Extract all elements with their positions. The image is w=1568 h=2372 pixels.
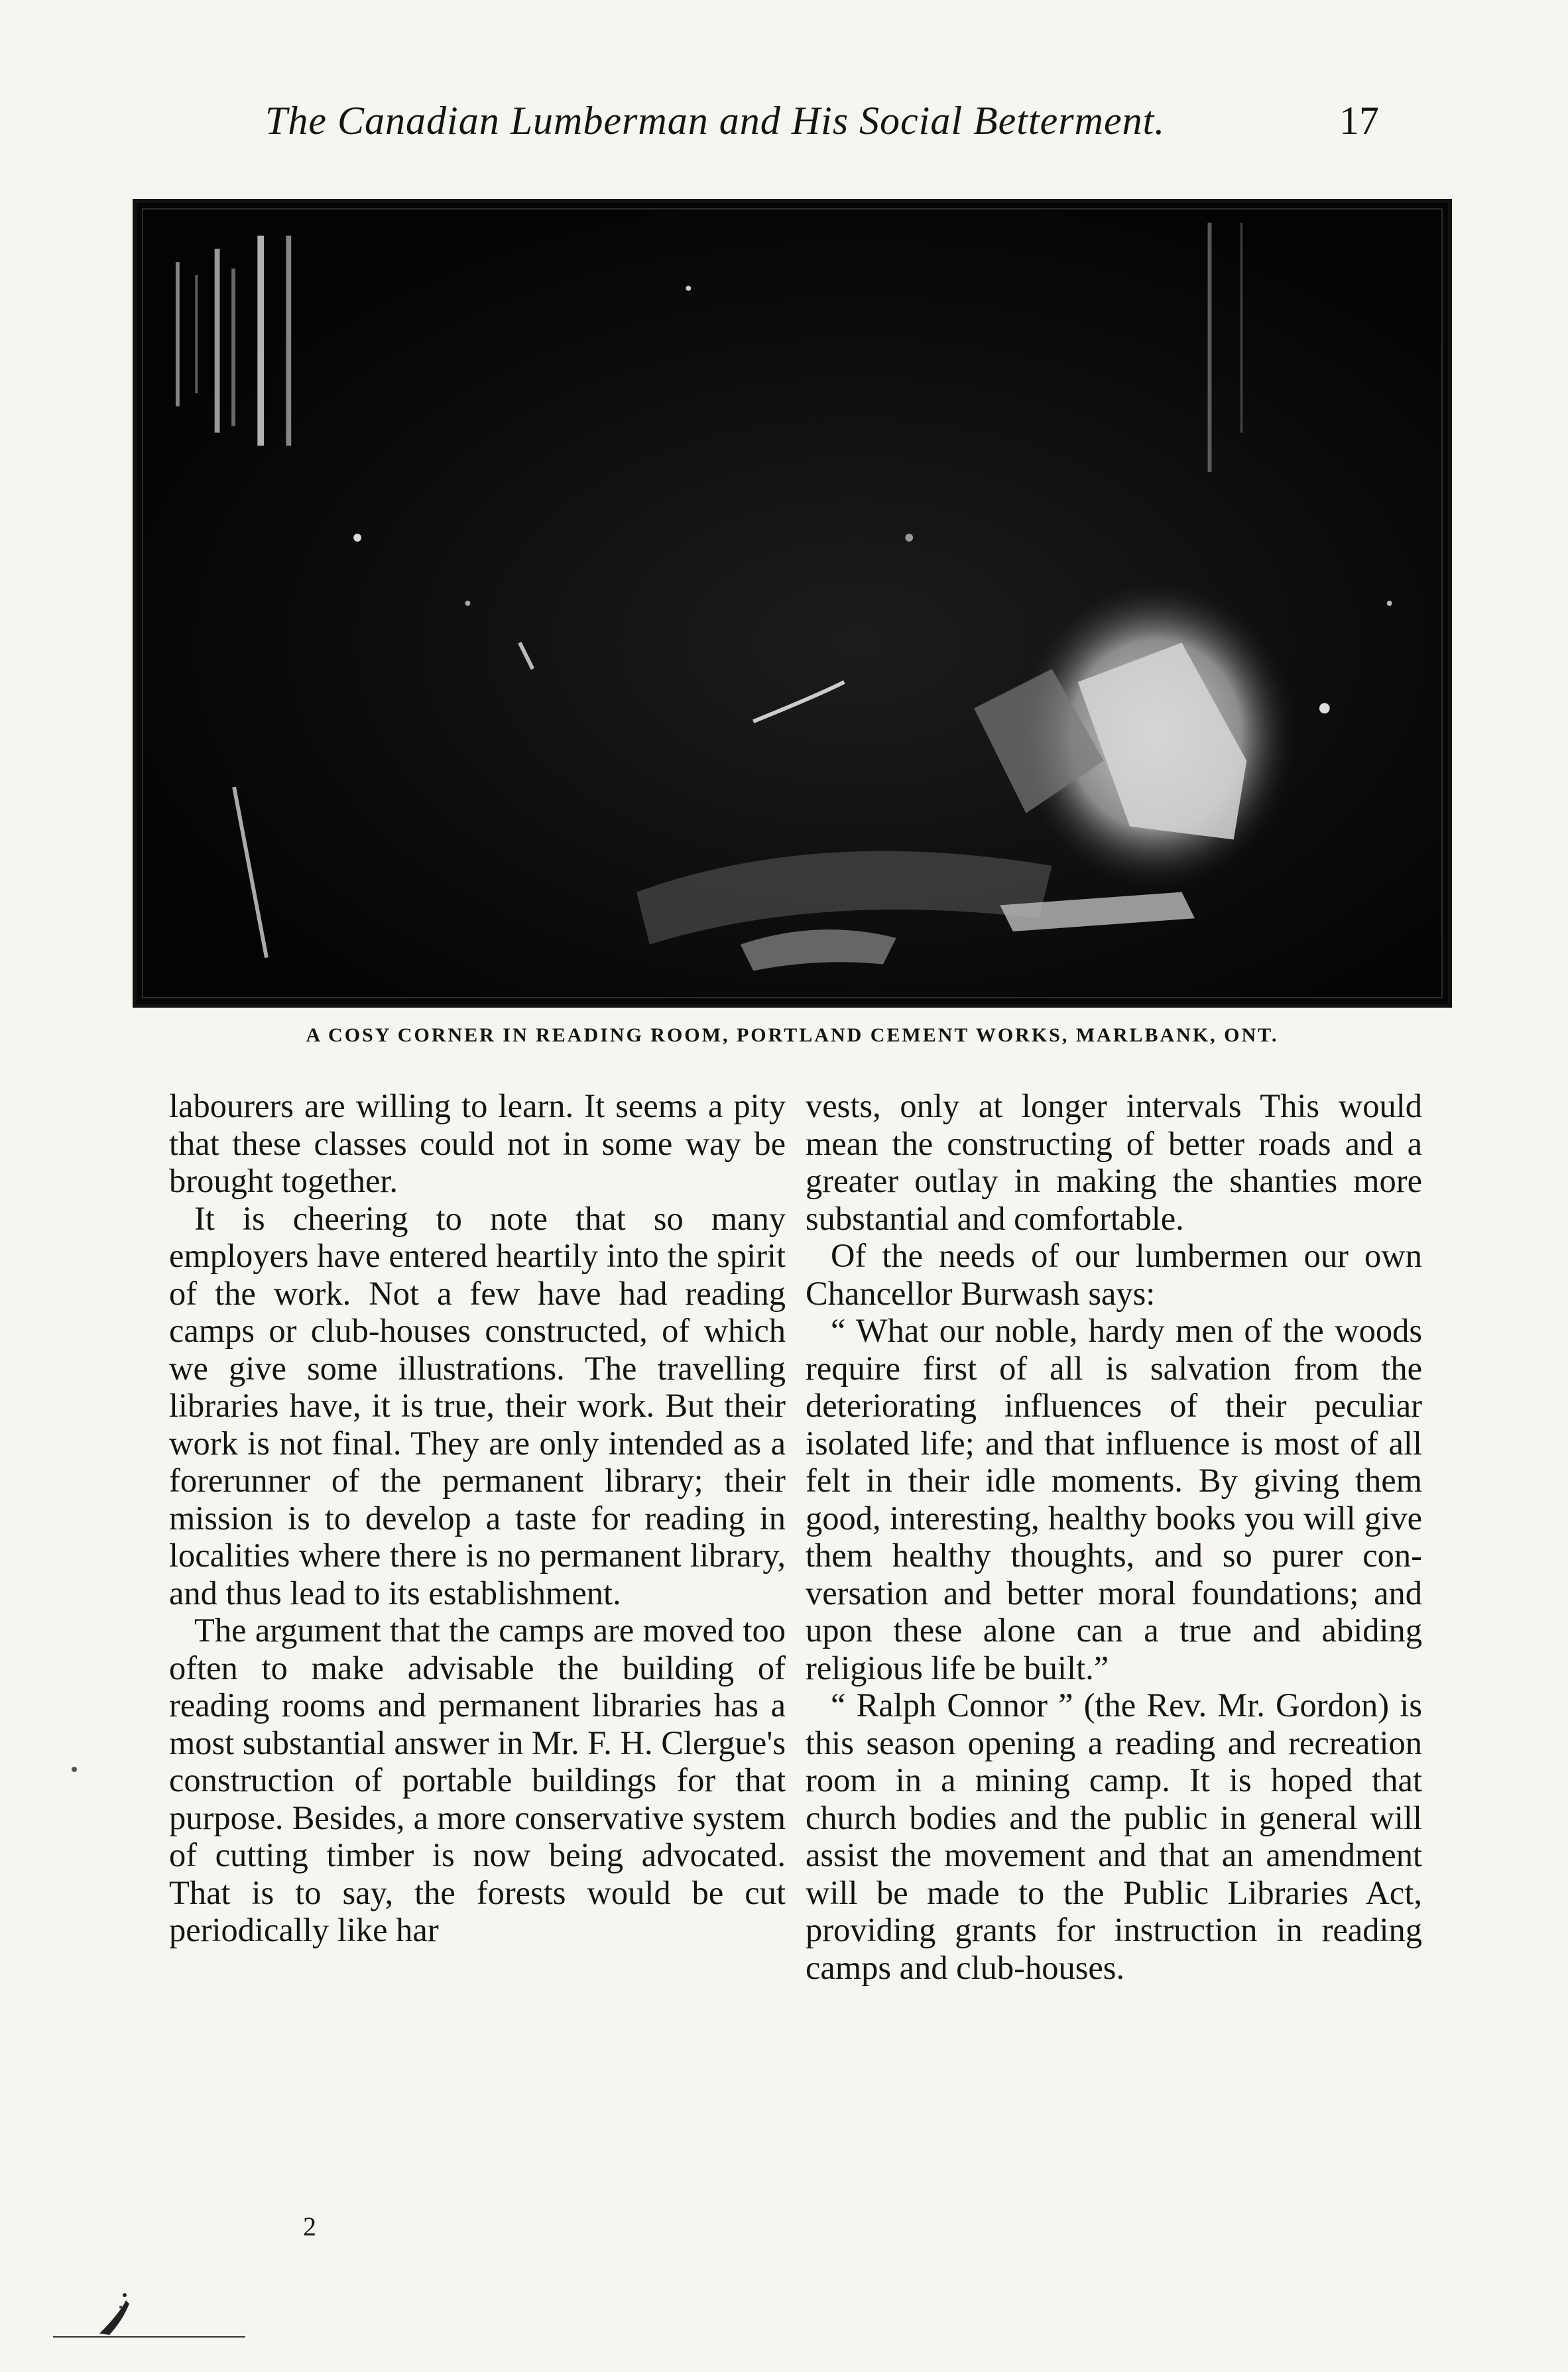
left-paragraph-1: labourers are willing to learn. It seems a pity that these classes could not in some way be brought together. [169,1087,786,1199]
printer-signature-mark: 2 [303,2212,316,2241]
left-column [169,1087,786,1949]
right-paragraph-1: vests, only at longer intervals This would mean the constructing of better roads and a greater outlay in making the shanties more substantial and comfortable. [806,1087,1422,1237]
right-paragraph-2: Of the needs of our lumbermen our own Chancellor Burwash says: [806,1237,1422,1312]
right-paragraph-4: “ Ralph Connor ” (the Rev. Mr. Gordon) is this season opening a reading and recreation room in a mining camp. It is hoped that church bodies and the public in general will assist the movement and that an amendment will be made to the Public Libraries Act, providing grants for instruction in reading camps and club-houses. [806,1687,1422,1986]
ink-mark-shape [46,2287,265,2340]
running-title: The Canadian Lumberman and His Social Betterment. [265,99,1166,143]
right-paragraph-3: “ What our noble, hardy men of the woods require first of all is salvation from the deteriorating influences of their peculiar isolated life; and that influence is most of all felt in their idle moments. By giving them good, interesting, healthy books you will give them healthy thoughts, and so purer conversation and better moral foundations; and upon these alone can a true and abiding religious life be built.” [806,1312,1422,1687]
page-number: 17 [1339,99,1379,143]
right-column [806,1087,1422,1986]
reading-room-photo [133,199,1452,1008]
running-head [239,98,1379,158]
photo-illustration [143,209,1441,997]
photo-caption: A COSY CORNER IN READING ROOM, PORTLAND CEMENT WORKS, MARLBANK, ONT. [306,1024,1279,1046]
left-paragraph-3: The argument that the camps are moved too often to make advisable the building of reading rooms and permanent libraries has a most substantial answer in Mr. F. H. Clergue's construction of portable buildings for that purpose. Besides, a more conservative system of cutting timber is now being advocated. That is to say, the forests would be cut periodically like har [169,1612,786,1948]
corner-ink-mark [46,2287,265,2340]
margin-speck [72,1767,77,1772]
photo-image [142,208,1443,998]
left-paragraph-2: It is cheering to note that so many employers have entered heartily into the spirit of the work. Not a few have had reading camps or club-houses constructed, of which we give some illustrations. The travelling libraries have, it is true, their work. But their work is not final. They are only intended as a forerunner of the permanent library; their mission is to develop a taste for reading in localities where there is no permanent library, and thus lead to its establishment. [169,1199,786,1612]
